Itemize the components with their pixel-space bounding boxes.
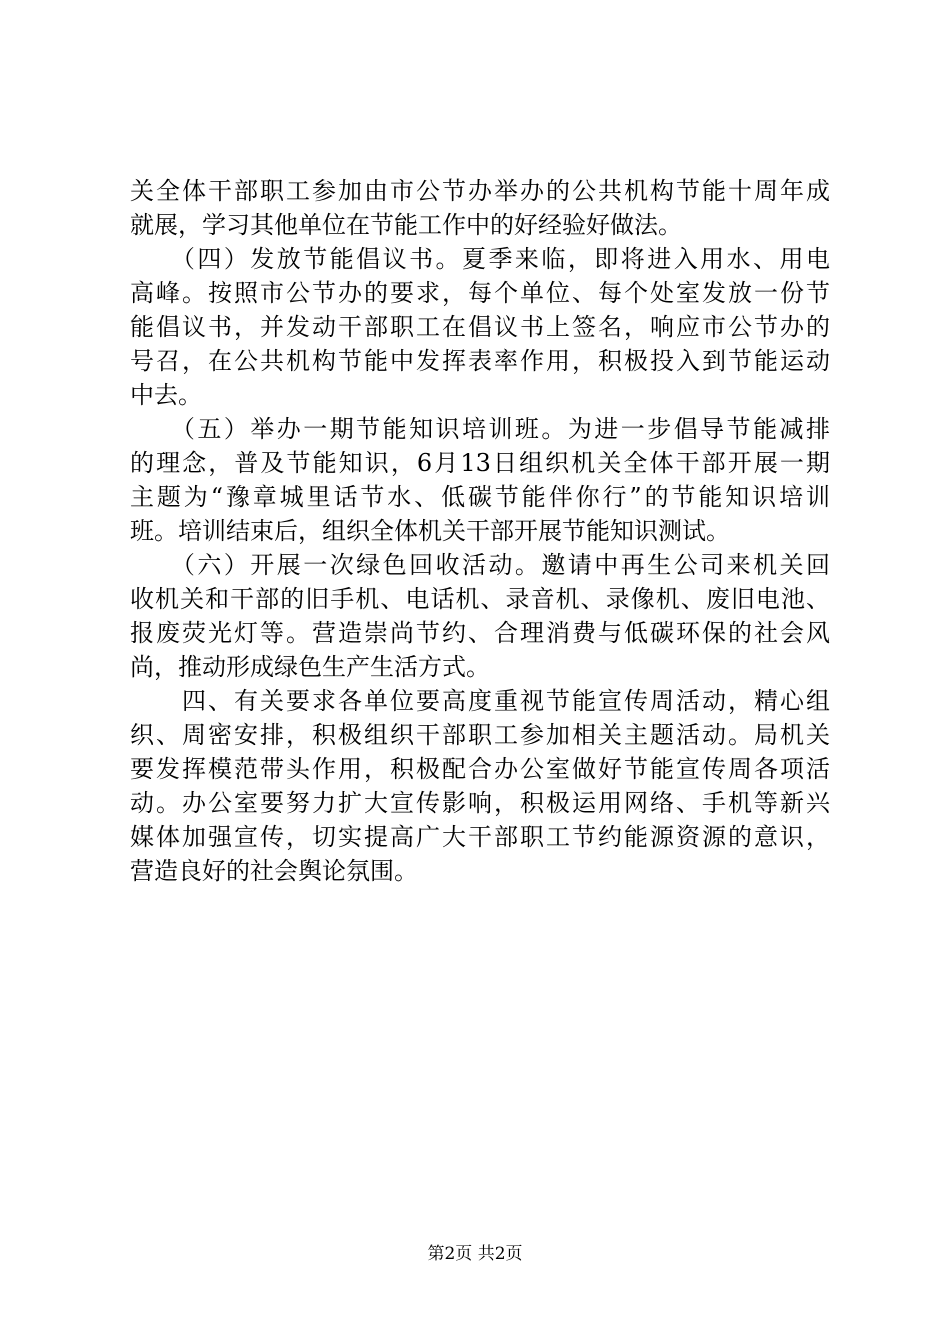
- text-line: （六）开展一次绿色回收活动。邀请中再生公司来机关回: [130, 551, 830, 579]
- text-line: 尚，推动形成绿色生产生活方式。: [130, 653, 490, 681]
- text-line: 动。办公室要努力扩大宣传影响，积极运用网络、手机等新兴: [130, 789, 830, 817]
- text-line: （五）举办一期节能知识培训班。为进一步倡导节能减排: [130, 415, 830, 443]
- text-line: 能倡议书，并发动干部职工在倡议书上签名，响应市公节办的: [130, 313, 830, 341]
- text-line: 主题为“豫章城里话节水、低碳节能伴你行”的节能知识培训: [130, 483, 830, 511]
- page-number-footer: 第2页 共2页: [427, 1244, 523, 1264]
- text-line: 收机关和干部的旧手机、电话机、录音机、录像机、废旧电池、: [130, 585, 830, 613]
- text-line: 报废荧光灯等。营造崇尚节约、合理消费与低碳环保的社会风: [130, 619, 830, 647]
- text-line: 织、周密安排，积极组织干部职工参加相关主题活动。局机关: [130, 721, 830, 749]
- text-line: 媒体加强宣传，切实提高广大干部职工节约能源资源的意识，: [130, 823, 830, 851]
- text-line: 就展，学习其他单位在节能工作中的好经验好做法。: [130, 211, 682, 239]
- text-line: 号召，在公共机构节能中发挥表率作用，积极投入到节能运动: [130, 347, 830, 375]
- text-line: 要发挥模范带头作用，积极配合办公室做好节能宣传周各项活: [130, 755, 830, 783]
- text-line: （四）发放节能倡议书。夏季来临，即将进入用水、用电: [130, 245, 830, 273]
- text-line: 营造良好的社会舆论氛围。: [130, 857, 418, 885]
- text-line: 高峰。按照市公节办的要求，每个单位、每个处室发放一份节: [130, 279, 830, 307]
- text-line: 关全体干部职工参加由市公节办举办的公共机构节能十周年成: [130, 177, 830, 205]
- text-line: 中去。: [130, 381, 202, 409]
- text-line: 四、有关要求各单位要高度重视节能宣传周活动，精心组: [130, 687, 830, 715]
- text-line: 的理念，普及节能知识，6月13日组织机关全体干部开展一期: [130, 449, 830, 477]
- document-body: [130, 174, 830, 888]
- text-line: 班。培训结束后，组织全体机关干部开展节能知识测试。: [130, 517, 730, 545]
